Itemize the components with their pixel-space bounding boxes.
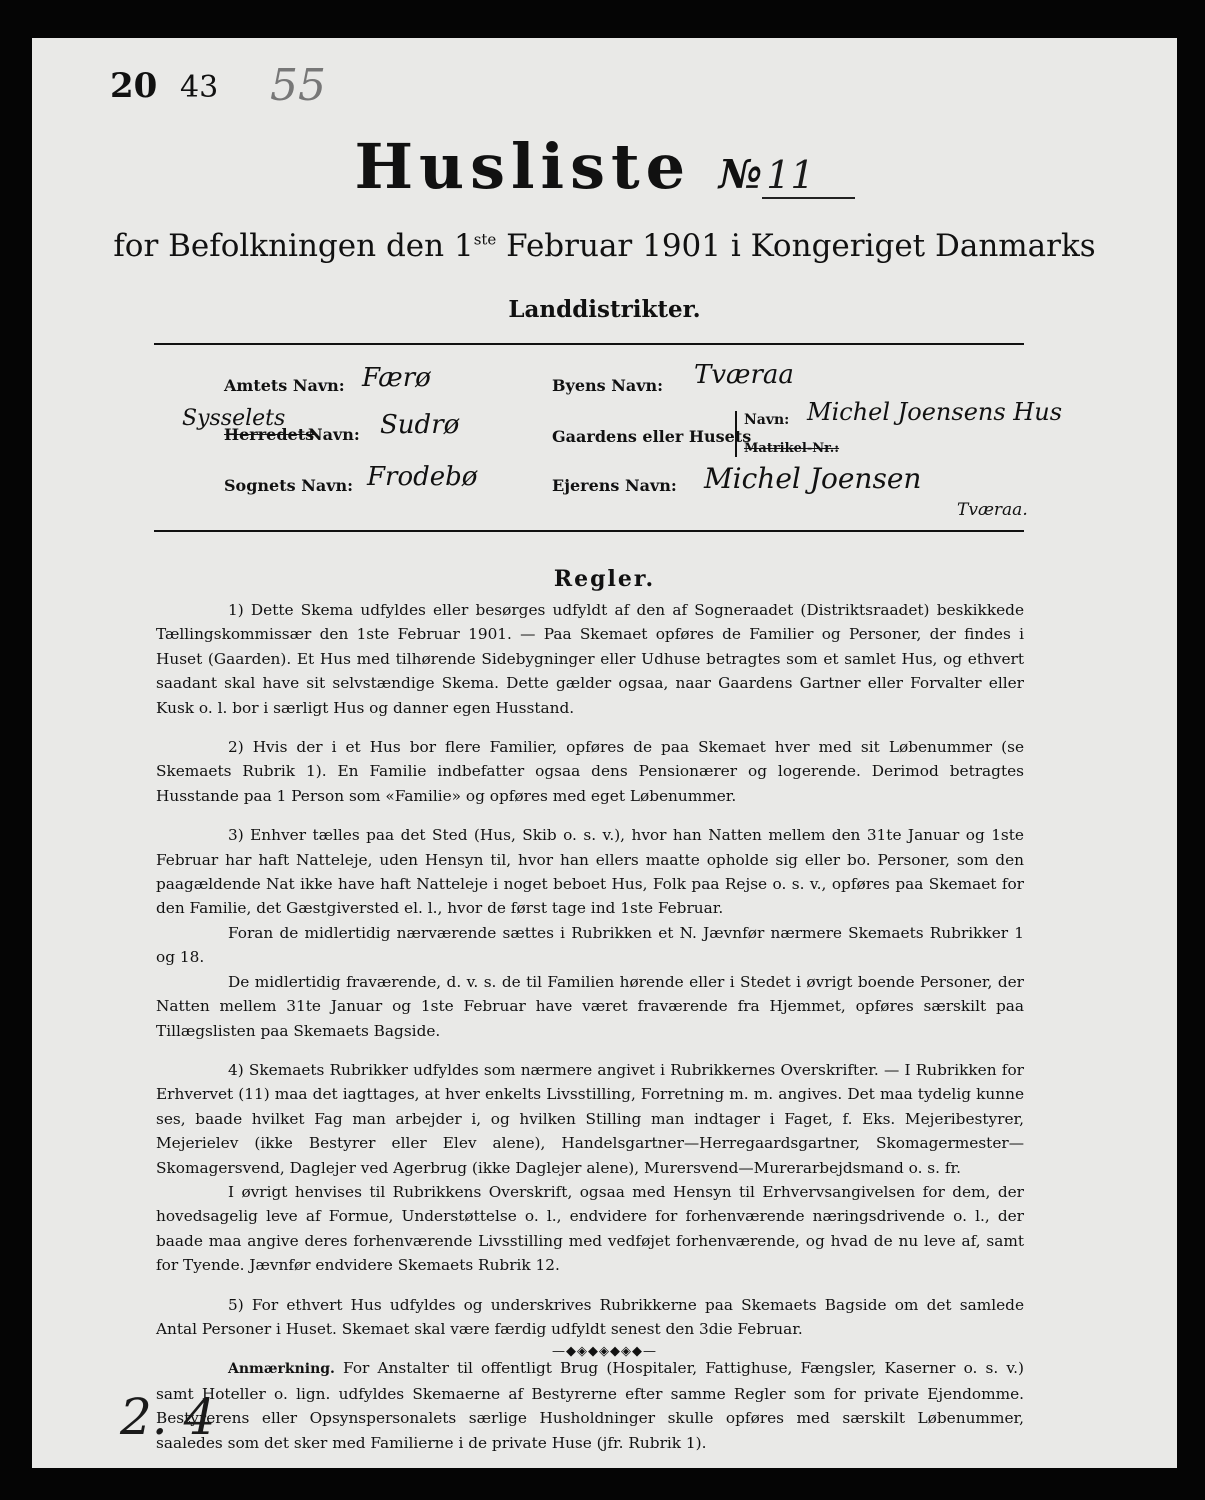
top-divider (154, 343, 1024, 345)
title-text: Husliste (354, 130, 692, 203)
herred-label: Navn: (308, 425, 360, 444)
amt-label: Amtets Navn: (224, 376, 345, 395)
stamp-number: 43 (180, 70, 219, 105)
annotation (156, 1356, 1024, 1455)
bottom-handwritten-note: 2. 4 (120, 1388, 216, 1446)
number-label: № (718, 151, 763, 198)
ejer-label: Ejerens Navn: (552, 476, 677, 495)
gaard-navn-value: Michel Joensens Hus (807, 398, 1063, 426)
subtitle (32, 228, 1177, 264)
herred-struck: Herredets (224, 425, 315, 444)
gaard-navn-label: Navn: (744, 412, 790, 428)
ejer-place: Tværaa. (957, 500, 1028, 520)
fields-divider (154, 530, 1024, 532)
by-label: Byens Navn: (552, 376, 664, 395)
herred-value: Sudrø (380, 410, 460, 440)
rule-5: 5) For ethvert Hus udfyldes og underskrives Rubrikkerne paa Skemaets Bagside om det samlede Antal Personer i Huset. Skemaet skal være færdig udfyldt senest den 3die Februar. (156, 1295, 1024, 1338)
gaard-label: Gaardens eller Husets (552, 427, 752, 446)
pencil-number: 55 (270, 60, 326, 111)
rules-body (156, 598, 1024, 1455)
number-value: 11 (762, 153, 854, 199)
sogn-label: Sognets Navn: (224, 476, 354, 495)
by-value: Tværaa (694, 360, 794, 390)
subtitle-post: Februar 1901 i Kongeriget Danmarks (496, 228, 1096, 264)
sogn-value: Frodebø (367, 462, 478, 492)
census-form-page (32, 38, 1177, 1468)
sysselets-handwritten: Sysselets (182, 406, 286, 431)
rule-3: 3) Enhver tælles paa det Sted (Hus, Skib o. s. v.), hvor han Natten mellem den 31te Januar og 1ste Februar har haft Natteleje, uden Hensyn til, hvor han ellers maatte opholde sig eller bo. Personer, som den paagældende Nat ikke have haft Natteleje i noget beboet Hus, Folk paa Rejse o. s. v., opføres paa Skemaet for den Familie, det Gæstgiversted el. l., hvor de først tage ind 1ste Februar. (156, 826, 1024, 918)
rule-4-oevrigt: I øvrigt henvises til Rubrikkens Overskrift, ogsaa med Hensyn til Erhvervsangivelsen for dem, der hovedsagelig leve af Formue, Understøttelse o. l., endvidere for forhenværende næringsdrivende o. l., der baade maa angive deres forhenværende Livsstilling med vedføjet forhenværende, og hvad de nu leve af, samt for Tyende. Jævnfør endvidere Skemaets Rubrik 12. (156, 1182, 1024, 1275)
ornament-divider: —◆◈◆◈◆◈◆— (552, 1344, 657, 1359)
matrikel-struck: Matrikel-Nr.: (744, 441, 840, 456)
rule-3-foran: Foran de midlertidig nærværende sættes i Rubrikken et N. Jævnfør nærmere Skemaets Rubrikker 1 og 18. (156, 923, 1024, 967)
rules-heading: Regler. (553, 566, 656, 592)
rule-3-fravaerende: De midlertidig fraværende, d. v. s. de til Familien hørende eller i Stedet i øvrigt boende Personer, der Natten mellem 31te Januar og 1ste Februar have været fraværende fra Hjemmet, opføres særskilt paa Tillægslisten paa Skemaets Bagside. (156, 972, 1024, 1040)
rule-2: 2) Hvis der i et Hus bor flere Familier, opføres de paa Skemaet hver med sit Løbenummer (se Skemaets Rubrik 1). En Familie indbefatter ogsaa dens Pensionærer og logerende. Derimod betragtes Husstande paa 1 Person som «Familie» og opføres med eget Løbenummer. (156, 738, 1024, 805)
rule-1: 1) Dette Skema udfyldes eller besørges udfyldt af den af Sogneraadet (Distriktsraadet) beskikkede Tællingskommissær den 1ste Februar 1901. — Paa Skemaet opføres de Familier og Personer, der findes i Huset (Gaarden). Et Hus med tilhørende Sidebygninger eller Udhuse betragtes som et samlet Hus, og ethvert saadant skal have sit selvstændige Skema. Dette gælder ogsaa, naar Gaardens Gartner eller Forvalter eller Kusk o. l. bor i særligt Hus og danner egen Husstand. (156, 601, 1024, 717)
gaard-bracket (735, 411, 737, 457)
annotation-text: For Anstalter til offentligt Brug (Hospitaler, Fattighuse, Fængsler, Kaserner o. s. v.) samt Hoteller o. lign. udfyldes Skemaerne af Bestyrerne efter samme Regler som for private Ejendomme. Bestyrerens eller Opsynspersonalets særlige Husholdninger skulle opføres med særskilt Løbenummer, saaledes som det sker med Familierne i de private Huse (jfr. Rubrik 1). (156, 1359, 1024, 1452)
annotation-label: Anmærkning. (228, 1361, 335, 1378)
page-title (32, 130, 1177, 203)
archive-number: 20 (110, 66, 158, 106)
subtitle-pre: for Befolkningen den 1 (113, 228, 474, 264)
rule-4: 4) Skemaets Rubrikker udfyldes som nærmere angivet i Rubrikkernes Overskrifter. — I Rubrikken for Erhvervet (11) maa det iagttages, at hver enkelts Livsstilling, Forretning m. m. angives. Det maa tydelig kunne ses, baade hvilket Fag man arbejder i, og hvilken Stilling man indtager i Faget, f. Eks. Mejeribestyrer, Mejerielev (ikke Bestyrer eller Elev alene), Handelsgartner—Herregaardsgartner, Skomagermester—Skomagersvend, Daglejer ved Agerbrug (ikke Daglejer alene), Murersvend—Murerarbejdsmand o. s. fr. (156, 1060, 1024, 1177)
amt-value: Færø (362, 363, 431, 393)
ejer-value: Michel Joensen (704, 462, 922, 495)
subtitle-sup: ste (473, 230, 497, 249)
subtitle-landdistrikter: Landdistrikter. (508, 296, 701, 323)
